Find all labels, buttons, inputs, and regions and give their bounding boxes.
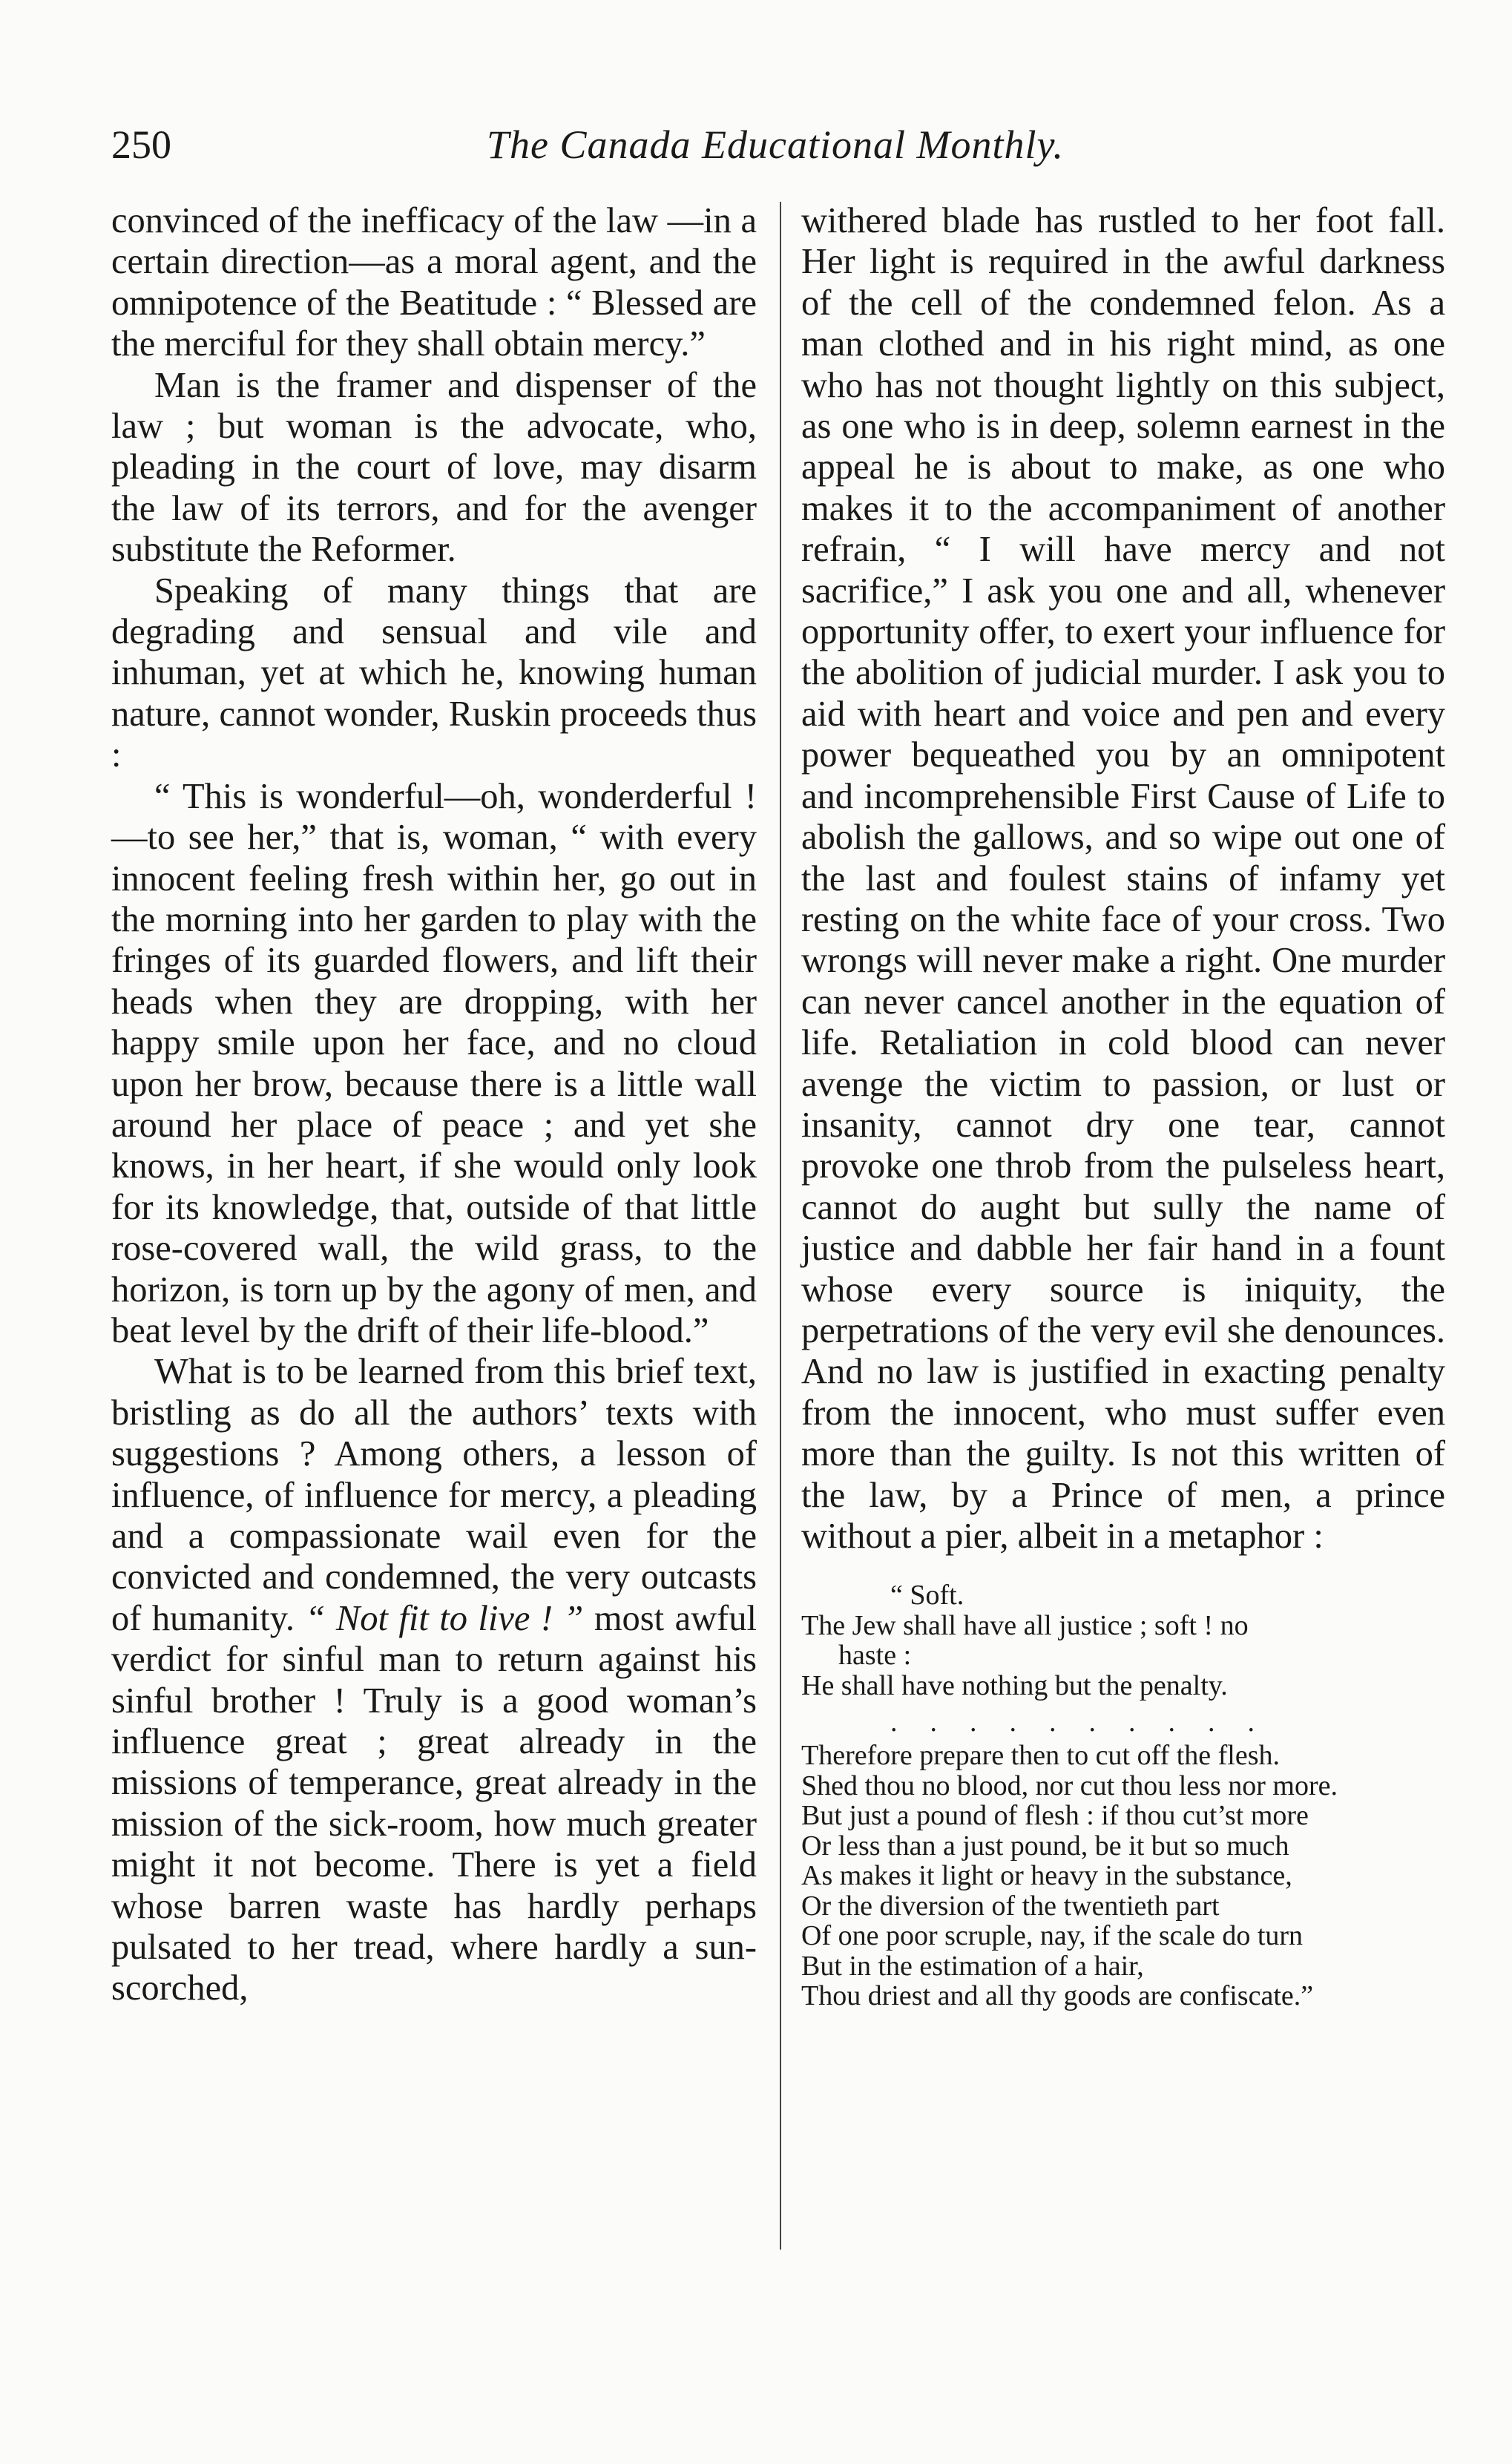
paragraph-ruskin-intro: Speaking of many things that are degrading and sensual and vile and inhuman, yet at which he, knowing human nature, cannot wonder, Ruskin proceeds thus : xyxy=(111,571,757,775)
paragraph-woman-advocate: Man is the framer and dispenser of the law ; but woman is the advocate, who, pleading in the court of love, may disarm the law of its terrors, and for the avenger substitute the Reformer. xyxy=(111,365,757,570)
not-fit-to-live-quote: “ Not fit to live ! ” xyxy=(305,1598,584,1638)
verse-line: As makes it light or heavy in the substance, xyxy=(801,1860,1292,1892)
verse-line: Or the diversion of the twentieth part xyxy=(801,1890,1220,1922)
verse-line: The Jew shall have all justice ; soft ! no xyxy=(801,1609,1249,1641)
verse-line: Shed thou no blood, nor cut thou less nor more. xyxy=(801,1770,1338,1801)
verse-line: But just a pound of flesh : if thou cut’st more xyxy=(801,1800,1309,1832)
left-column xyxy=(111,200,757,2009)
verse-line: Therefore prepare then to cut off the flesh. xyxy=(801,1740,1280,1772)
paragraph-law-efficacy: convinced of the inefficacy of the law —in a certain direction—as a moral agent, and the omnipotence of the Beatitude : “ Blessed are the merciful for they shall obtain mercy.” xyxy=(111,201,757,364)
right-column xyxy=(801,200,1445,2011)
page-header xyxy=(111,119,1439,171)
verse-line: But in the estimation of a hair, xyxy=(801,1950,1144,1982)
verse-line: Or less than a just pound, be it but so much xyxy=(801,1830,1289,1862)
verse-line: “ Soft. xyxy=(890,1580,964,1612)
paragraph-ruskin-quote: “ This is wonderful—oh, wonderderful !—to see her,” that is, woman, “ with every innocent feeling fresh within her, go out in the morning into her garden to play with the fringes of its guarded flowers, and lift their heads when they are dropping, with her happy smile upon her face, and no cloud upon her brow, because there is a little wall around her place of peace ; and yet she knows, in her heart, if she would only look for its knowledge, that, outside of that little rose-covered wall, the wild grass, to the horizon, is torn up by the agony of men, and beat level by the drift of their life-blood.” xyxy=(111,776,757,1350)
verse-quotation xyxy=(801,1580,1445,2011)
lesson-text-before: What is to be learned from this brief text, bristling as do all the authors’ texts with suggestions ? Among others, a lesson of influence, of influence for mercy, a pleading and a compassionate wail even for the convicted and condemned, the very outcasts of humanity. xyxy=(111,1352,757,1638)
verse-ellipsis: .......... xyxy=(890,1706,1287,1738)
lesson-text-after: most awful verdict for sinful man to return against his sinful brother ! Truly is a good woman’s influence great ; great already in the missions of temperance, great already in the mission of the sick-room, how much greater might it not become. There is yet a field whose barren waste has hardly perhaps pulsated to her tread, where hardly a sun-scorched, xyxy=(111,1598,757,2008)
verse-line: haste : xyxy=(838,1640,912,1672)
verse-line: Of one poor scruple, nay, if the scale do turn xyxy=(801,1920,1304,1952)
verse-line: Thou driest and all thy goods are confiscate.” xyxy=(801,1980,1314,2012)
running-title: The Canada Educational Monthly. xyxy=(487,122,1064,167)
paragraph-appeal: withered blade has rustled to her foot fall. Her light is required in the awful darkness of the cell of the condemned felon. As a man clothed and in his right mind, as one who has not thought lightly on this subject, as one who is in deep, solemn earnest in the appeal he is about to make, as one who makes it to the accompaniment of another refrain, “ I will have mercy and not sacrifice,” I ask you one and all, whenever opportunity offer, to exert your influence for the abolition of judicial murder. I ask you to aid with heart and voice and pen and every power bequeathed you by an omnipotent and incomprehensible First Cause of Life to abolish the gallows, and so wipe out one of the last and foulest stains of infamy yet resting on the white face of your cross. Two wrongs will never make a right. One murder can never cancel another in the equation of life. Retaliation in cold blood can never avenge the victim to passion, or lust or insanity, cannot dry one tear, cannot provoke one throb from the pulseless heart, cannot do aught but sully the name of justice and dabble her fair hand in a fount whose every source is iniquity, the perpetrations of the very evil she denounces. And no law is justified in exacting penalty from the innocent, who must suffer even more than the guilty. Is not this written of the law, by a Prince of men, a prince without a pier, albeit in a metaphor : xyxy=(801,201,1445,1556)
page-number: 250 xyxy=(111,122,171,167)
verse-line: He shall have nothing but the penalty. xyxy=(801,1669,1228,1701)
column-divider xyxy=(780,202,781,2250)
paragraph-lesson-of-influence xyxy=(111,1351,757,2009)
